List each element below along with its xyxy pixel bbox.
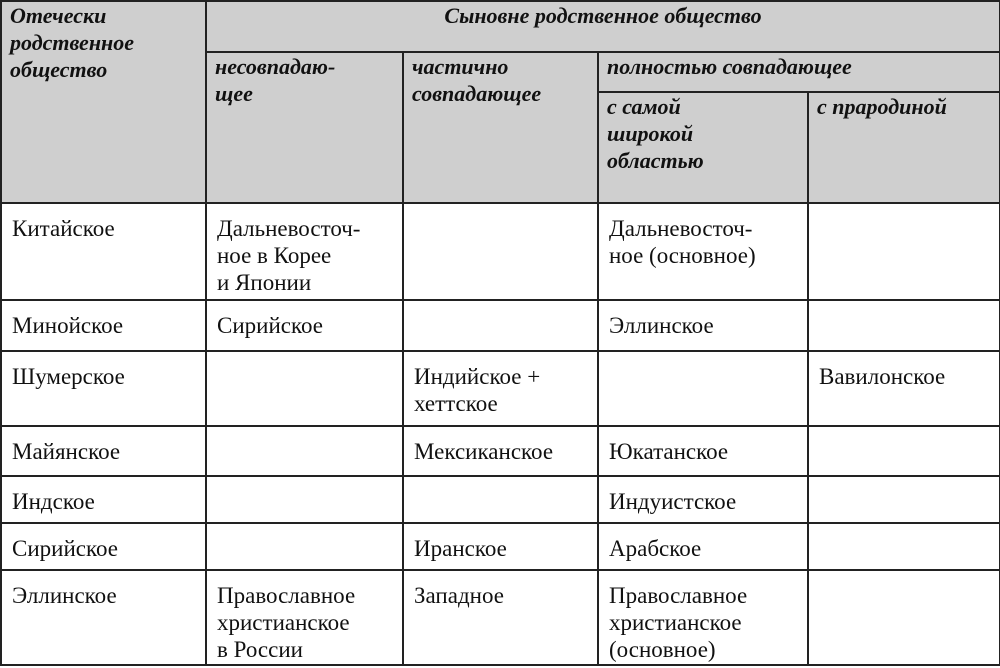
table-row xyxy=(1,476,1000,523)
cell-parent: Индское xyxy=(1,476,206,523)
cell-widest-area: Эллинское xyxy=(598,300,808,351)
cell-widest-area: Индуистское xyxy=(598,476,808,523)
table-row xyxy=(1,523,1000,570)
cell-homeland xyxy=(808,523,1000,570)
cell-parent: Шумерское xyxy=(1,351,206,426)
header-fully-matching: полностью совпадающее xyxy=(598,52,1000,93)
cell-nonmatching: Сирийское xyxy=(206,300,403,351)
table-row xyxy=(1,203,1000,300)
cell-parent: Майянское xyxy=(1,426,206,477)
cell-homeland xyxy=(808,426,1000,477)
table-row xyxy=(1,300,1000,351)
cell-partial: Мексиканское xyxy=(403,426,598,477)
cell-parent: Минойское xyxy=(1,300,206,351)
cell-nonmatching xyxy=(206,476,403,523)
cell-partial xyxy=(403,300,598,351)
cell-homeland xyxy=(808,476,1000,523)
table-row xyxy=(1,570,1000,665)
header-child-society: Сыновне родственное общество xyxy=(206,1,1000,52)
cell-nonmatching xyxy=(206,523,403,570)
header-partial: частично совпадающее xyxy=(403,52,598,203)
cell-widest-area: Православное христианское (основное) xyxy=(598,570,808,665)
header-nonmatching: несовпадаю- щее xyxy=(206,52,403,203)
cell-nonmatching: Дальневосточ- ное в Корее и Японии xyxy=(206,203,403,300)
header-widest-area: с самой широкой областью xyxy=(598,92,808,203)
cell-homeland xyxy=(808,300,1000,351)
header-homeland: с прародиной xyxy=(808,92,1000,203)
cell-homeland xyxy=(808,570,1000,665)
cell-partial: Иранское xyxy=(403,523,598,570)
header-parent-society: Отечески родственное общество xyxy=(1,1,206,203)
cell-widest-area xyxy=(598,351,808,426)
cell-partial: Западное xyxy=(403,570,598,665)
table-row xyxy=(1,351,1000,426)
cell-homeland: Вавилонское xyxy=(808,351,1000,426)
cell-widest-area: Юкатанское xyxy=(598,426,808,477)
cell-nonmatching: Православное христианское в России xyxy=(206,570,403,665)
cell-widest-area: Арабское xyxy=(598,523,808,570)
cell-widest-area: Дальневосточ- ное (основное) xyxy=(598,203,808,300)
cell-homeland xyxy=(808,203,1000,300)
cell-nonmatching xyxy=(206,426,403,477)
cell-parent: Сирийское xyxy=(1,523,206,570)
cell-parent: Эллинское xyxy=(1,570,206,665)
table-row xyxy=(1,426,1000,477)
cell-parent: Китайское xyxy=(1,203,206,300)
cell-partial: Индийское + хеттское xyxy=(403,351,598,426)
cell-partial xyxy=(403,203,598,300)
cell-nonmatching xyxy=(206,351,403,426)
cell-partial xyxy=(403,476,598,523)
